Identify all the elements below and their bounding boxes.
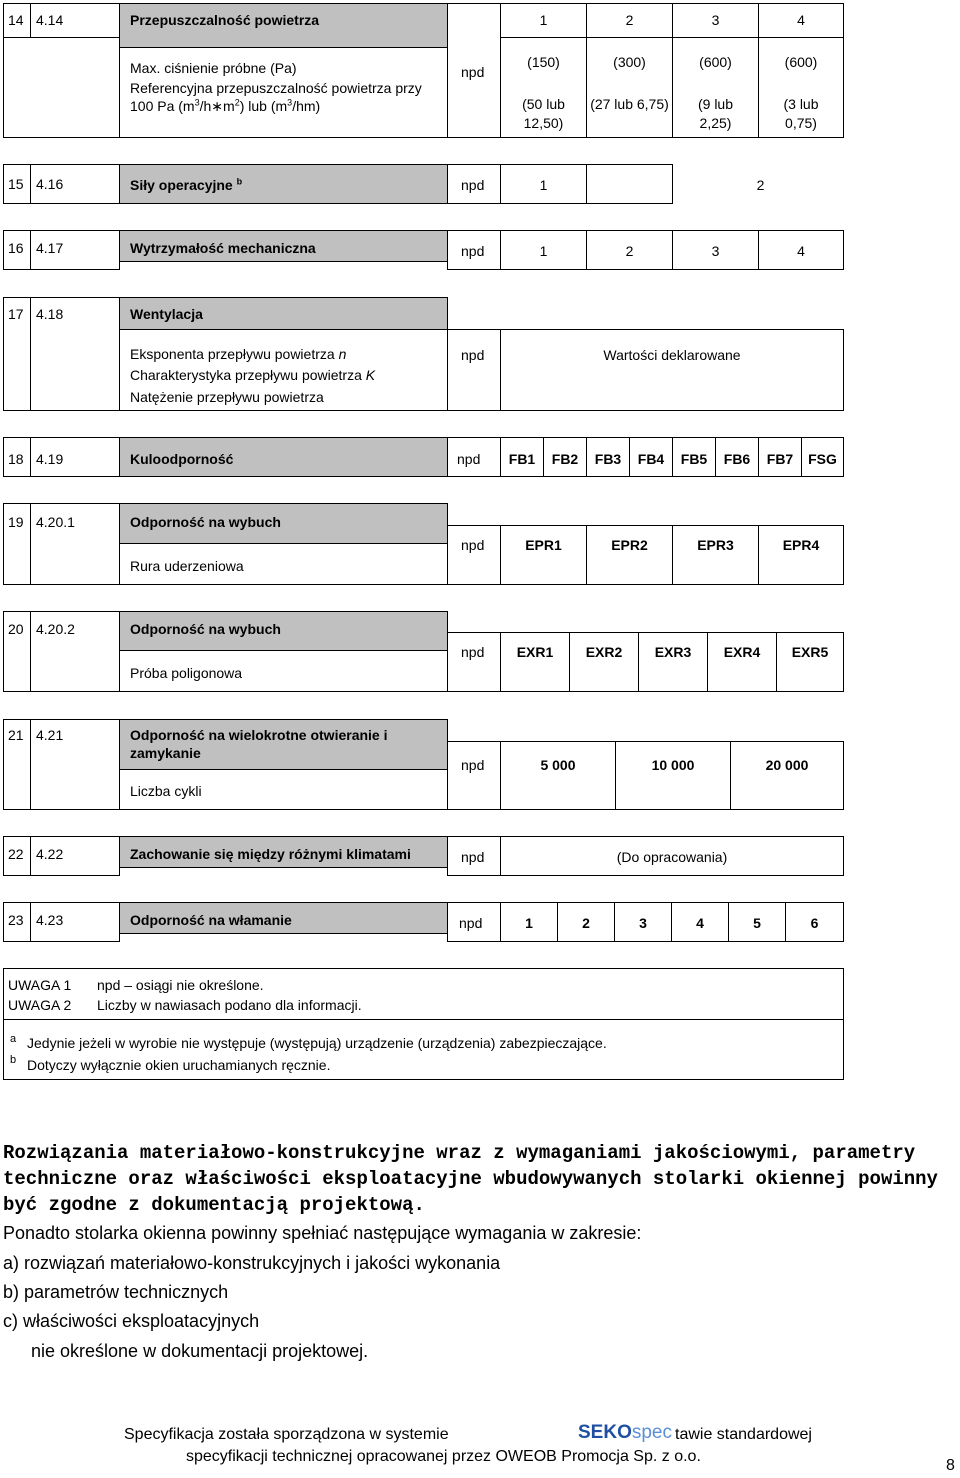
seko-logo: SEKOspec [578,1422,672,1443]
class-value: EPR2 [611,537,648,553]
class-value: 2 [625,243,634,259]
class-value: 6 [810,915,819,931]
pressure-value: (150) [527,54,560,70]
class-value: EXR4 [723,644,761,660]
row-number: 18 [8,451,24,467]
reference-value: (3 lub [783,96,819,112]
row-title: Odporność na włamanie [130,912,292,928]
class-value: FB2 [551,451,579,467]
npd-label: npd [461,64,485,80]
class-value: 2 [625,12,634,28]
note-label: UWAGA 1 [8,977,72,993]
class-value: 2 [756,177,765,193]
row-title: Odporność na wybuch [130,621,281,637]
reference-value: (9 lub [697,96,734,112]
list-item: c) właściwości eksploatacyjnych [3,1311,260,1331]
footnote-text: Dotyczy wyłącznie okien uruchamianych ręcznie. [27,1057,331,1073]
footer-text: specyfikacji technicznej opracowanej przez OWEOB Promocja Sp. z o.o. [186,1448,701,1465]
row-number: 23 [8,912,24,928]
row-title: Wentylacja [130,306,203,322]
npd-label: npd [461,177,485,193]
row-title: Przepuszczalność powietrza [130,12,320,28]
section-number: 4.17 [36,240,64,256]
paragraph: Ponadto stolarka okienna powinny spełniać następujące wymagania w zakresie: [3,1223,642,1243]
list-item: a) rozwiązań materiałowo-konstrukcyjnych i jakości wykonania [3,1253,501,1273]
class-value: 1 [525,915,533,931]
note-text: npd – osiągi nie określone. [97,977,264,993]
npd-label: npd [461,849,485,865]
section-number: 4.20.1 [36,514,75,530]
class-value: EXR5 [791,644,829,660]
row-title: Kuloodporność [130,451,234,467]
cycle-count-label: Liczba cykli [130,783,202,799]
row-number: 22 [8,846,24,862]
section-number: 4.16 [36,176,64,192]
page-number: 8 [946,1457,955,1474]
test-method: Próba poligonowa [130,665,243,681]
flow-rate-label: Natężenie przepływu powietrza [130,389,324,405]
class-value: (Do opracowania) [616,849,728,865]
npd-label: npd [461,347,485,363]
class-value: FB3 [594,451,622,467]
class-value: 5 [753,915,761,931]
reference-value: (50 lub [522,96,565,112]
npd-label: npd [461,757,485,773]
paragraph-bold: Rozwiązania materiałowo-konstrukcyjne wraz z wymaganiami jakościowymi, parametry [3,1142,916,1164]
class-value: 4 [797,243,805,259]
section-number: 4.14 [36,12,64,28]
class-value: 3 [711,243,720,259]
class-value: 1 [539,243,548,259]
footnote-marker: b [10,1054,17,1066]
class-value: 1 [539,12,548,28]
row-number: 19 [8,514,24,530]
note-label: UWAGA 2 [8,997,72,1013]
pressure-value: (300) [613,54,646,70]
reference-permeability-units: 100 Pa $(m^3/h∗m^2)$ lub $(m^3/hm)$ [130,97,321,114]
class-value: EXR2 [585,644,623,660]
row-number: 16 [8,240,24,256]
class-value: FB6 [723,451,751,467]
npd-label: npd [461,644,485,660]
class-value: 3 [639,915,647,931]
paragraph-bold: być zgodne z dokumentacją projektową. [3,1194,425,1216]
class-value: EXR3 [654,644,692,660]
class-value: FB5 [680,451,708,467]
class-value: 20 000 [765,757,809,773]
section-number: 4.22 [36,846,64,862]
row-number: 14 [8,12,24,28]
reference-value: 12,50) [523,115,564,131]
row-title: Siły operacyjne $^b$ [130,176,243,193]
class-value: 2 [582,915,590,931]
class-value: EPR1 [525,537,562,553]
row-number: 20 [8,621,24,637]
test-method: Rura uderzeniowa [130,558,244,574]
npd-label: npd [457,451,481,467]
footnote-marker: a [10,1033,17,1045]
npd-label: npd [461,537,485,553]
flow-characteristic-label: Charakterystyka przepływu powietrza K [130,367,376,383]
flow-exponent-label: Eksponenta przepływu powietrza n [130,346,347,362]
class-value: FB1 [508,451,536,467]
list-item-continued: nie określone w dokumentacji projektowej. [31,1341,369,1361]
pressure-value: (600) [699,54,732,70]
class-value: FB7 [766,451,794,467]
row-title-continued: zamykanie [130,745,201,761]
class-value: EXR1 [516,644,554,660]
section-number: 4.23 [36,912,64,928]
reference-value: (27 lub 6,75) [590,96,669,112]
class-value: 5 000 [540,757,576,773]
class-value: 1 [539,177,548,193]
footer-text: Specyfikacja została sporządzona w systemie [124,1426,449,1443]
row-title: Odporność na wybuch [130,514,281,530]
footnote-marker: b [236,176,243,187]
row-title: Zachowanie się między różnymi klimatami [130,846,411,862]
footer-text: tawie standardowej [675,1426,812,1443]
paragraph-bold: techniczne oraz właściwości eksploatacyjne wbudowywanych stolarki okiennej powinny [3,1168,938,1190]
note-text: Liczby w nawiasach podano dla informacji. [97,997,362,1013]
reference-permeability-label: Referencyjna przepuszczalność powietrza przy [130,80,422,96]
row-number: 17 [8,306,24,322]
section-number: 4.19 [36,451,64,467]
class-value: EPR3 [697,537,734,553]
class-value: 3 [711,12,720,28]
class-value: FSG [808,451,837,467]
list-item: b) parametrów technicznych [3,1282,229,1302]
class-value: 4 [797,12,805,28]
row-title: Odporność na wielokrotne otwieranie i [130,727,388,743]
declared-values: Wartości deklarowane [603,347,741,363]
row-number: 15 [8,176,24,192]
footnote-text: Jedynie jeżeli w wyrobie nie występuje (występują) urządzenie (urządzenia) zabezpieczające. [27,1035,607,1051]
class-value: 10 000 [651,757,695,773]
class-value: EPR4 [782,537,820,553]
npd-label: npd [461,243,485,259]
npd-label: npd [459,915,483,931]
row-title: Wytrzymałość mechaniczna [130,240,316,256]
max-pressure-label: Max. ciśnienie próbne (Pa) [130,60,297,76]
section-number: 4.20.2 [36,621,75,637]
section-number: 4.18 [36,306,64,322]
pressure-value: (600) [784,54,818,70]
reference-value: 0,75) [785,115,817,131]
row-number: 21 [8,727,24,743]
class-value: 4 [696,915,704,931]
section-number: 4.21 [36,727,64,743]
reference-value: 2,25) [699,115,732,131]
class-value: FB4 [637,451,665,467]
